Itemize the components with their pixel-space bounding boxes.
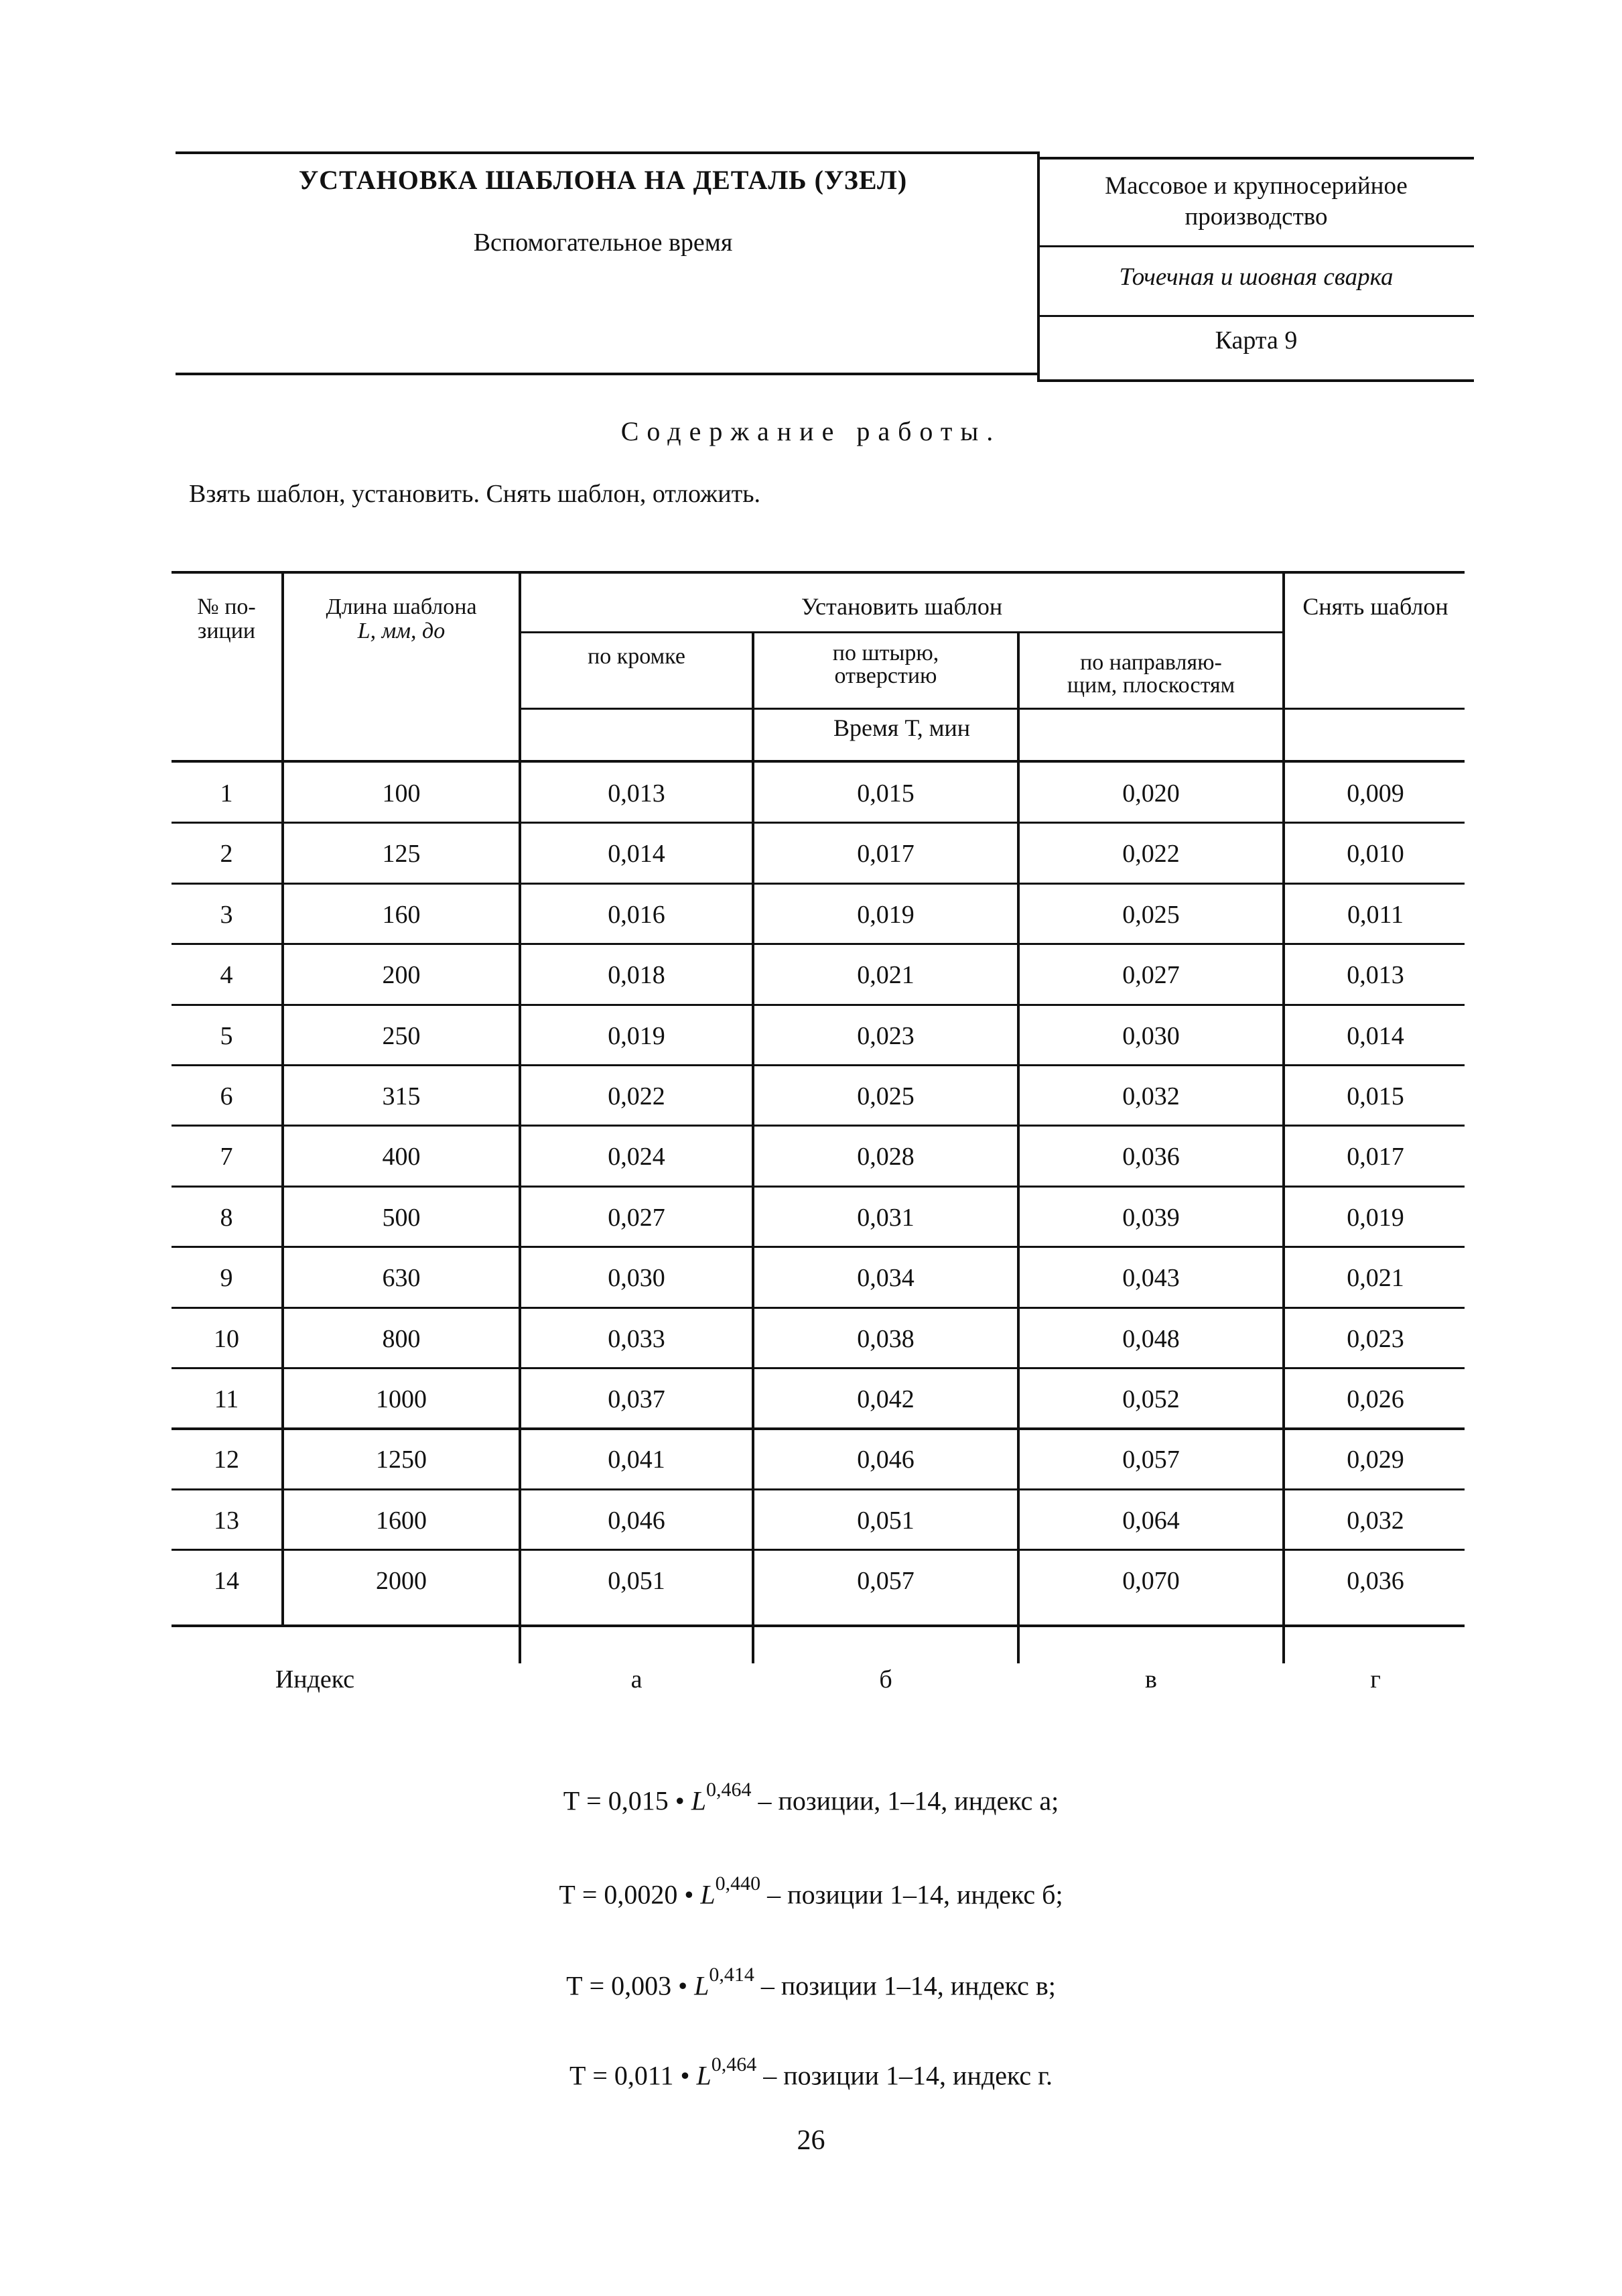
col-header-remove: Снять шаблон xyxy=(1302,593,1448,620)
cell-pin: 0,042 xyxy=(857,1385,915,1413)
cell-edge: 0,041 xyxy=(608,1446,665,1474)
cell-position: 11 xyxy=(214,1385,239,1413)
formula-b-exp: 0,440 xyxy=(715,1872,761,1895)
formula-b-var: L xyxy=(700,1879,716,1910)
table-row-rule xyxy=(172,1549,1465,1551)
cell-length: 400 xyxy=(382,1143,421,1171)
cell-length: 500 xyxy=(382,1203,421,1232)
table-bottom-rule xyxy=(172,1624,1465,1627)
cell-length: 800 xyxy=(382,1324,421,1353)
col-header-guide-line2: щим, плоскостям xyxy=(1067,673,1235,698)
formula-v xyxy=(0,1964,1622,2001)
cell-edge: 0,013 xyxy=(608,779,665,808)
formula-v-rhs: – позиции 1–14, индекс в; xyxy=(754,1970,1056,2001)
formula-a-var: L xyxy=(691,1785,706,1816)
cell-length: 125 xyxy=(382,840,421,869)
cell-pin: 0,025 xyxy=(857,1082,915,1110)
cell-remove: 0,023 xyxy=(1347,1324,1404,1353)
formula-b xyxy=(0,1872,1622,1910)
cell-length: 160 xyxy=(382,900,421,929)
cell-length: 1250 xyxy=(376,1446,427,1474)
document-title: УСТАНОВКА ШАБЛОНА НА ДЕТАЛЬ (УЗЕЛ) xyxy=(298,165,908,195)
formula-b-lhs: Т = 0,0020 • xyxy=(559,1879,701,1910)
page-number: 26 xyxy=(797,2125,825,2156)
col-header-guide-line1: по направляю- xyxy=(1080,650,1222,675)
cell-pin: 0,023 xyxy=(857,1021,915,1050)
cell-remove: 0,010 xyxy=(1347,840,1404,869)
cell-position: 9 xyxy=(220,1264,233,1293)
table-row-rule xyxy=(172,1488,1465,1490)
cell-position: 7 xyxy=(220,1143,233,1171)
cell-pin: 0,051 xyxy=(857,1506,915,1535)
col-group-install: Установить шаблон xyxy=(801,593,1003,620)
cell-guide: 0,027 xyxy=(1122,961,1180,990)
cell-length: 250 xyxy=(382,1021,421,1050)
cell-edge: 0,016 xyxy=(608,900,665,929)
cell-pin: 0,057 xyxy=(857,1567,915,1596)
cell-guide: 0,052 xyxy=(1122,1385,1180,1413)
formula-v-var: L xyxy=(694,1970,709,2001)
index-g: г xyxy=(1370,1665,1381,1694)
index-v: в xyxy=(1145,1665,1157,1694)
index-a: а xyxy=(630,1665,643,1694)
cell-position: 10 xyxy=(214,1324,239,1353)
table-vline-5 xyxy=(1282,571,1285,1663)
table-row-rule xyxy=(172,1246,1465,1248)
col-header-pin-line1: по штырю, xyxy=(832,641,939,665)
cell-position: 5 xyxy=(220,1021,233,1050)
formula-g-lhs: Т = 0,011 • xyxy=(569,2060,697,2091)
cell-edge: 0,037 xyxy=(608,1385,665,1413)
cell-pin: 0,015 xyxy=(857,779,915,808)
cell-pin: 0,046 xyxy=(857,1446,915,1474)
table-row-rule xyxy=(172,822,1465,824)
card-number: Карта 9 xyxy=(1215,326,1298,355)
cell-guide: 0,070 xyxy=(1122,1567,1180,1596)
cell-remove: 0,026 xyxy=(1347,1385,1404,1413)
cell-remove: 0,011 xyxy=(1347,900,1404,929)
cell-position: 6 xyxy=(220,1082,233,1110)
col-header-pin xyxy=(754,642,1017,688)
cell-pin: 0,034 xyxy=(857,1264,915,1293)
cell-length: 1000 xyxy=(376,1385,427,1413)
formula-v-lhs: Т = 0,003 • xyxy=(566,1970,695,2001)
table-time-rule xyxy=(520,708,1465,710)
cell-length: 315 xyxy=(382,1082,421,1110)
production-type-line1: Массовое и крупносерийное xyxy=(1105,172,1408,200)
table-row-rule xyxy=(172,1367,1465,1369)
table-row-rule xyxy=(172,1186,1465,1188)
formula-a-rhs: – позиции, 1–14, индекс а; xyxy=(751,1785,1059,1816)
formula-a-lhs: Т = 0,015 • xyxy=(563,1785,691,1816)
formula-b-rhs: – позиции 1–14, индекс б; xyxy=(760,1879,1063,1910)
col-header-pin-line2: отверстию xyxy=(834,663,937,688)
cell-edge: 0,033 xyxy=(608,1324,665,1353)
cell-guide: 0,032 xyxy=(1122,1082,1180,1110)
document-subtitle: Вспомогательное время xyxy=(473,229,733,257)
cell-guide: 0,030 xyxy=(1122,1021,1180,1050)
col-header-position-line2: зиции xyxy=(197,619,256,643)
formula-g xyxy=(0,2053,1622,2091)
formula-g-var: L xyxy=(696,2060,712,2091)
process-type: Точечная и шовная сварка xyxy=(1119,263,1394,291)
formula-a-exp: 0,464 xyxy=(705,1779,752,1801)
cell-length: 100 xyxy=(382,779,421,808)
cell-remove: 0,015 xyxy=(1347,1082,1404,1110)
cell-edge: 0,019 xyxy=(608,1021,665,1050)
time-unit-label: Время Т, мин xyxy=(833,714,971,741)
cell-guide: 0,036 xyxy=(1122,1143,1180,1171)
content-title: Содержание работы. xyxy=(620,416,1002,446)
cell-position: 4 xyxy=(220,961,233,990)
production-type-line2: производство xyxy=(1185,203,1328,231)
table-row-rule xyxy=(172,1064,1465,1066)
cell-remove: 0,019 xyxy=(1347,1203,1404,1232)
cell-guide: 0,025 xyxy=(1122,900,1180,929)
cell-length: 200 xyxy=(382,961,421,990)
cell-guide: 0,043 xyxy=(1122,1264,1180,1293)
cell-edge: 0,027 xyxy=(608,1203,665,1232)
col-header-position-line1: № по- xyxy=(197,594,256,619)
table-row-rule xyxy=(172,1125,1465,1127)
cell-edge: 0,030 xyxy=(608,1264,665,1293)
cell-position: 1 xyxy=(220,779,233,808)
cell-pin: 0,028 xyxy=(857,1143,915,1171)
cell-edge: 0,014 xyxy=(608,840,665,869)
col-header-guide xyxy=(1020,651,1282,697)
table-row-rule xyxy=(172,1427,1465,1430)
formula-a xyxy=(0,1779,1622,1816)
cell-remove: 0,036 xyxy=(1347,1567,1404,1596)
cell-remove: 0,017 xyxy=(1347,1143,1404,1171)
cell-pin: 0,017 xyxy=(857,840,915,869)
cell-position: 12 xyxy=(214,1446,239,1474)
cell-remove: 0,032 xyxy=(1347,1506,1404,1535)
table-header-bottom-rule xyxy=(172,760,1465,763)
cell-remove: 0,013 xyxy=(1347,961,1404,990)
cell-guide: 0,064 xyxy=(1122,1506,1180,1535)
cell-remove: 0,021 xyxy=(1347,1264,1404,1293)
table-row-rule xyxy=(172,1004,1465,1006)
cell-edge: 0,018 xyxy=(608,961,665,990)
cell-length: 2000 xyxy=(376,1567,427,1596)
cell-position: 3 xyxy=(220,900,233,929)
table-top-rule xyxy=(172,571,1465,574)
cell-position: 13 xyxy=(214,1506,239,1535)
cell-guide: 0,022 xyxy=(1122,840,1180,869)
table-row-rule xyxy=(172,883,1465,885)
col-header-length xyxy=(284,595,519,643)
col-header-length-line1: Длина шаблона xyxy=(326,594,477,619)
cell-remove: 0,014 xyxy=(1347,1021,1404,1050)
cell-guide: 0,048 xyxy=(1122,1324,1180,1353)
formula-g-rhs: – позиции 1–14, индекс г. xyxy=(756,2060,1053,2091)
cell-pin: 0,038 xyxy=(857,1324,915,1353)
formula-v-exp: 0,414 xyxy=(709,1964,754,1986)
cell-position: 14 xyxy=(214,1567,239,1596)
table-row-rule xyxy=(172,943,1465,945)
table-row-rule xyxy=(172,1307,1465,1309)
cell-position: 8 xyxy=(220,1203,233,1232)
col-header-length-line2: L, мм, до xyxy=(357,619,446,643)
cell-edge: 0,046 xyxy=(608,1506,665,1535)
index-label: Индекс xyxy=(275,1665,355,1694)
cell-position: 2 xyxy=(220,840,233,869)
content-text: Взять шаблон, установить. Снять шаблон, отложить. xyxy=(189,480,761,508)
cell-length: 1600 xyxy=(376,1506,427,1535)
index-b: б xyxy=(879,1665,892,1694)
cell-guide: 0,020 xyxy=(1122,779,1180,808)
col-header-position xyxy=(172,595,281,643)
cell-guide: 0,057 xyxy=(1122,1446,1180,1474)
cell-pin: 0,019 xyxy=(857,900,915,929)
formula-g-exp: 0,464 xyxy=(711,2053,757,2076)
cell-guide: 0,039 xyxy=(1122,1203,1180,1232)
cell-length: 630 xyxy=(382,1264,421,1293)
cell-edge: 0,024 xyxy=(608,1143,665,1171)
cell-edge: 0,022 xyxy=(608,1082,665,1110)
table-subheader-rule xyxy=(520,631,1284,633)
cell-pin: 0,021 xyxy=(857,961,915,990)
cell-remove: 0,029 xyxy=(1347,1446,1404,1474)
cell-remove: 0,009 xyxy=(1347,779,1404,808)
cell-edge: 0,051 xyxy=(608,1567,665,1596)
cell-pin: 0,031 xyxy=(857,1203,915,1232)
col-header-edge: по кромке xyxy=(588,644,685,669)
